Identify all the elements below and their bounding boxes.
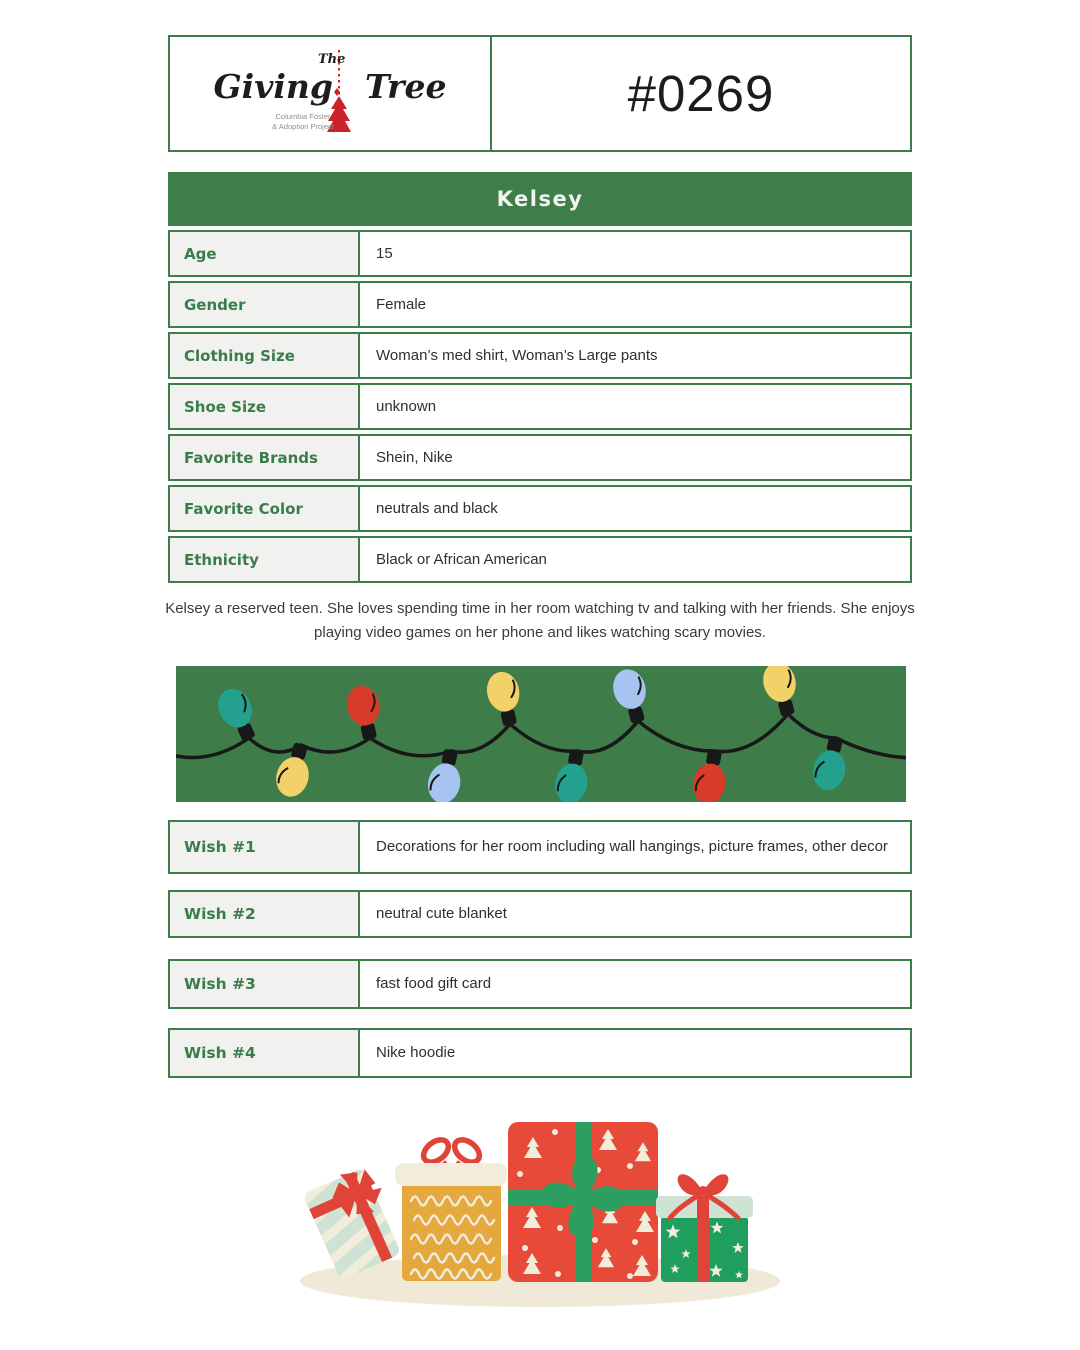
case-number: #0269: [627, 65, 775, 122]
logo-word-tree: Tree: [364, 66, 447, 106]
profile-field-label: Clothing Size: [170, 334, 360, 377]
logo-cell: [170, 37, 492, 150]
light-bulb: [212, 683, 264, 745]
wish-row: [168, 959, 912, 1009]
case-number-cell: [492, 37, 910, 150]
logo-word-giving: Giving: [213, 66, 333, 106]
light-string-wire: [176, 714, 906, 758]
logo-subtitle: [248, 112, 358, 134]
wish-value: Nike hoodie: [376, 1044, 456, 1062]
gifts-illustration: [290, 1108, 790, 1318]
table-row: [168, 434, 912, 481]
wish-label: Wish #1: [170, 822, 360, 872]
wish-row: [168, 1028, 912, 1078]
profile-field-label: Ethnicity: [170, 538, 360, 581]
light-bulb: [609, 666, 654, 726]
table-row: [168, 383, 912, 430]
wish-label: Wish #3: [170, 961, 360, 1007]
wish-row: [168, 890, 912, 938]
logo-the-text: The: [318, 51, 346, 67]
wish-value: neutral cute blanket: [376, 905, 507, 923]
gift-red-trees: [508, 1122, 658, 1282]
child-name: Kelsey: [496, 187, 584, 211]
table-row: [168, 485, 912, 532]
profile-field-label: Shoe Size: [170, 385, 360, 428]
wish-row: [168, 820, 912, 874]
profile-field-value: unknown: [376, 397, 437, 415]
table-row: [168, 332, 912, 379]
wish-value: Decorations for her room including wall hangings, picture frames, other decor: [376, 838, 888, 856]
gift-green-stars: [656, 1174, 753, 1282]
child-description: Kelsey a reserved teen. She loves spending time in her room watching tv and talking with her friends. She enjoys playing video games on her phone and likes watching scary movies.: [165, 600, 915, 641]
profile-field-value: Black or African American: [376, 550, 547, 568]
profile-field-value: Woman’s med shirt, Woman’s Large pants: [376, 346, 658, 364]
giving-tree-logo: [213, 48, 447, 140]
wish-label: Wish #2: [170, 892, 360, 936]
light-bulb: [552, 747, 593, 802]
light-bulb: [690, 747, 731, 802]
light-bulb: [343, 683, 386, 742]
table-row: [168, 281, 912, 328]
profile-field-label: Favorite Color: [170, 487, 360, 530]
logo-subtitle-line1: Columbia Foster: [275, 111, 331, 121]
profile-field-value: Female: [376, 295, 427, 313]
gift-mustard-bow: [419, 1135, 452, 1166]
wish-value: fast food gift card: [376, 975, 492, 993]
table-row: [168, 230, 912, 277]
profile-field-label: Gender: [170, 283, 360, 326]
string-lights-banner: [176, 666, 906, 802]
wish-label: Wish #4: [170, 1030, 360, 1076]
profile-field-value: 15: [376, 244, 393, 262]
light-bulb: [759, 666, 804, 719]
string-lights-illustration: [176, 666, 906, 802]
header: [168, 35, 912, 152]
profile-name-header: [168, 172, 912, 226]
table-row: [168, 536, 912, 583]
profile-field-label: Age: [170, 232, 360, 275]
gift-mustard: [395, 1135, 507, 1281]
logo-subtitle-line2: & Adoption Project: [272, 122, 334, 132]
profile-table: [168, 172, 912, 583]
profile-field-value: Shein, Nike: [376, 448, 453, 466]
gift-green-bow: [678, 1174, 729, 1196]
profile-field-value: neutrals and black: [376, 499, 498, 517]
profile-field-label: Favorite Brands: [170, 436, 360, 479]
light-bulb: [483, 669, 526, 728]
